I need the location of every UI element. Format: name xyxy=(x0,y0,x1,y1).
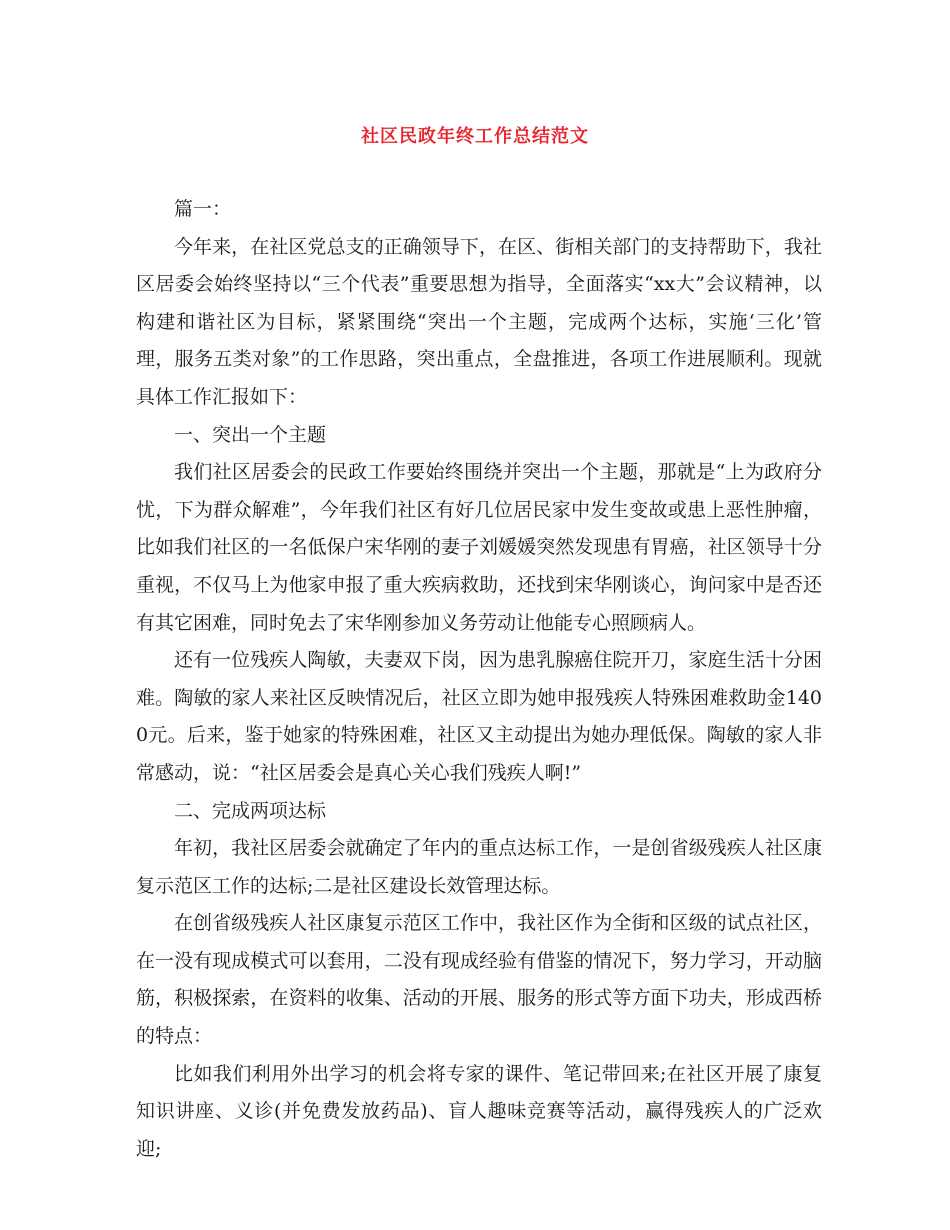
paragraph: 今年来，在社区党总支的正确领导下，在区、街相关部门的支持帮助下，我社区居委会始终坚持以“三个代表”重要思想为指导，全面落实“xx大”会议精神，以构建和谐社区为目标，紧紧围绕“突出一个主题，完成两个达标，实施‘三化’管理，服务五类对象”的工作思路，突出重点，全盘推进，各项工作进展顺利。现就具体工作汇报如下： xyxy=(136,235,822,408)
paragraph: 比如我们利用外出学习的机会将专家的课件、笔记带回来;在社区开展了康复知识讲座、义诊(并免费发放药品)、盲人趣味竞赛等活动，赢得残疾人的广泛欢迎; xyxy=(136,1062,822,1160)
paragraph: 我们社区居委会的民政工作要始终围绕并突出一个主题，那就是“上为政府分忧，下为群众解难”，今年我们社区有好几位居民家中发生变故或患上恶性肿瘤，比如我们社区的一名低保户宋华刚的妻子刘媛媛突然发现患有胃癌，社区领导十分重视，不仅马上为他家申报了重大疾病救助，还找到宋华刚谈心，询问家中是否还有其它困难，同时免去了宋华刚参加义务劳动让他能专心照顾病人。 xyxy=(136,461,822,634)
section-heading: 二、完成两项达标 xyxy=(174,799,327,822)
paragraph: 在创省级残疾人社区康复示范区工作中，我社区作为全街和区级的试点社区，在一没有现成模式可以套用，二没有现成经验有借鉴的情况下，努力学习，开动脑筋，积极探索，在资料的收集、活动的开展、服务的形式等方面下功夫，形成西桥的特点： xyxy=(136,912,822,1048)
document-title: 社区民政年终工作总结范文 xyxy=(361,126,589,147)
paragraph: 还有一位残疾人陶敏，夫妻双下岗，因为患乳腺癌住院开刀，家庭生活十分困难。陶敏的家人来社区反映情况后，社区立即为她申报残疾人特殊困难救助金1400元。后来，鉴于她家的特殊困难，社区又主动提出为她办理低保。陶敏的家人非常感动，说：“社区居委会是真心关心我们残疾人啊!” xyxy=(136,649,822,784)
section-heading: 一、突出一个主题 xyxy=(174,423,327,446)
paragraph: 年初，我社区居委会就确定了年内的重点达标工作，一是创省级残疾人社区康复示范区工作的达标;二是社区建设长效管理达标。 xyxy=(136,837,822,897)
section-label: 篇一： xyxy=(174,198,232,220)
document-body xyxy=(136,191,822,1168)
